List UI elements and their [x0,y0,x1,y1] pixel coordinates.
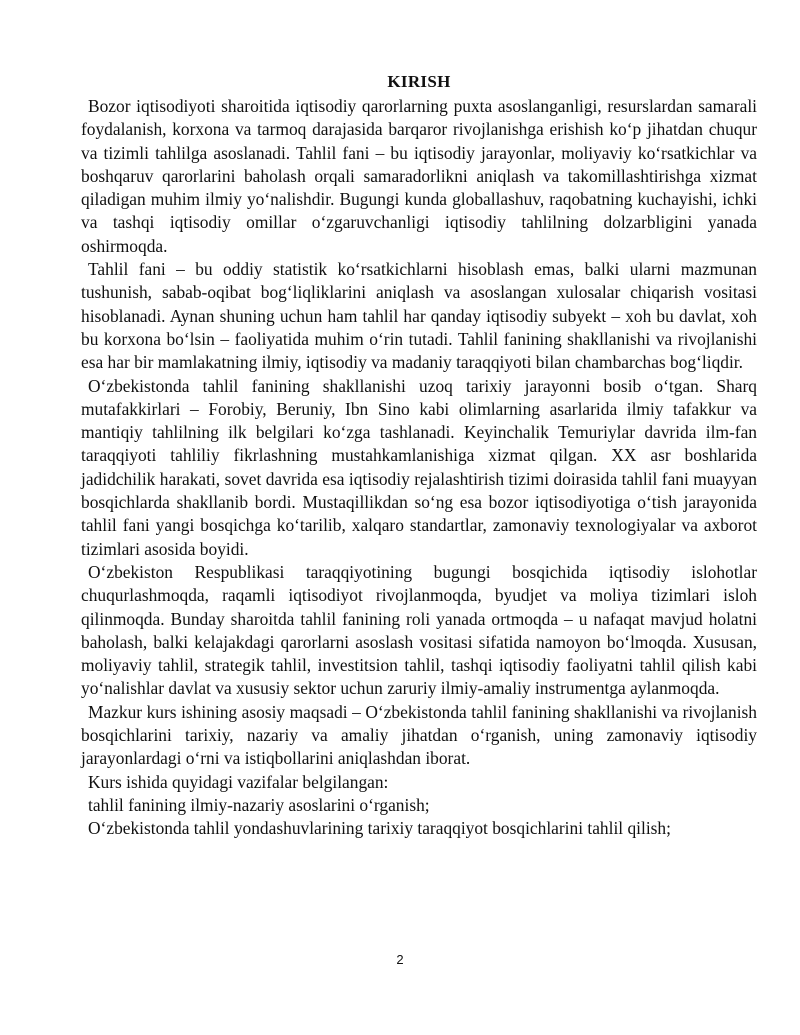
paragraph-3: O‘zbekistonda tahlil fanining shakllanishi uzoq tarixiy jarayonni bosib o‘tgan. Sharq mutafakkirlari – Forobiy, Beruniy, Ibn Sino kabi olimlarning asarlarida ilmiy tafakkur va mantiqiy tahlilning ilk belgilari ko‘zga tashlanadi. Keyinchalik Temuriylar davrida ilm-fan taraqqiyoti tahliliy fikrlashning mustahkamlanishiga xizmat qilgan. XX asr boshlarida jadidchilik harakati, sovet davrida esa iqtisodiy rejalashtirish tizimi doirasida tahlil fani muayyan bosqichlarda shakllanib bordi. Mustaqillikdan so‘ng esa bozor iqtisodiyotiga o‘tish jarayonida tahlil fani yangi bosqichga ko‘tarilib, xalqaro standartlar, zamonaviy texnologiyalar va axborot tizimlari asosida boyidi. [81,375,757,559]
paragraph-1: Bozor iqtisodiyoti sharoitida iqtisodiy qarorlarning puxta asoslanganligi, resurslardan samarali foydalanish, korxona va tarmoq darajasida barqaror rivojlanishga erishish ko‘p jihatdan chuqur va tizimli tahlilga asoslanadi. Tahlil fani – bu iqtisodiy jarayonlar, moliyaviy ko‘rsatkichlar va boshqaruv qarorlarini baholash orqali samaradorlikni aniqlash va takomillashtirishga xizmat qiladigan muhim ilmiy yo‘nalishdir. Bugungi kunda globallashuv, raqobatning kuchayishi, ichki va tashqi iqtisodiy omillar o‘zgaruvchanligi iqtisodiy tahlilning dolzarbligini yanada oshirmoqda. [81,96,757,256]
task-line-2: O‘zbekistonda tahlil yondashuvlarining tarixiy taraqqiyot bosqichlarini tahlil qilish; [88,818,671,839]
tasks-intro-line: Kurs ishida quyidagi vazifalar belgilangan: [88,771,389,792]
section-heading: KIRISH [387,72,451,91]
paragraph-2: Tahlil fani – bu oddiy statistik ko‘rsatkichlarni hisoblash emas, balki ularni mazmunan tushunish, sabab-oqibat bog‘liqliklarini aniqlash va asoslangan xulosalar chiqarish vositasi hisoblanadi. Aynan shuning uchun ham tahlil har qanday iqtisodiy subyekt – xoh bu davlat, xoh bu korxona bo‘lsin – faoliyatida muhim o‘rin tutadi. Tahlil fanining shakllanishi va rivojlanishi esa har bir mamlakatning ilmiy, iqtisodiy va madaniy taraqqiyoti bilan chambarchas bog‘liqdir. [81,259,757,373]
task-line-1: tahlil fanining ilmiy-nazariy asoslarini o‘rganish; [88,794,430,815]
document-page [81,70,757,841]
paragraph-5: Mazkur kurs ishining asosiy maqsadi – O‘zbekistonda tahlil fanining shakllanishi va rivojlanish bosqichlarini tarixiy, nazariy va amaliy jihatdan o‘rganish, uning zamonaviy iqtisodiy jarayonlardagi o‘rni va istiqbollarini aniqlashdan iborat. [81,701,757,769]
paragraph-4: O‘zbekiston Respublikasi taraqqiyotining bugungi bosqichida iqtisodiy islohotlar chuqurlashmoqda, raqamli iqtisodiyot rivojlanmoqda, byudjet va moliya tizimlari isloh qilinmoqda. Bunday sharoitda tahlil fanining roli yanada ortmoqda – u nafaqat mavjud holatni baholash, balki kelajakdagi qarorlarni asoslash vositasi sifatida namoyon bo‘lmoqda. Xususan, moliyaviy tahlil, strategik tahlil, investitsion tahlil, tashqi iqtisodiy faoliyatni tahlil qilish kabi yo‘nalishlar davlat va xususiy sektor uchun zaruriy ilmiy-amaliy instrumentga aylanmoqda. [81,561,757,699]
page-number: 2 [396,952,404,967]
